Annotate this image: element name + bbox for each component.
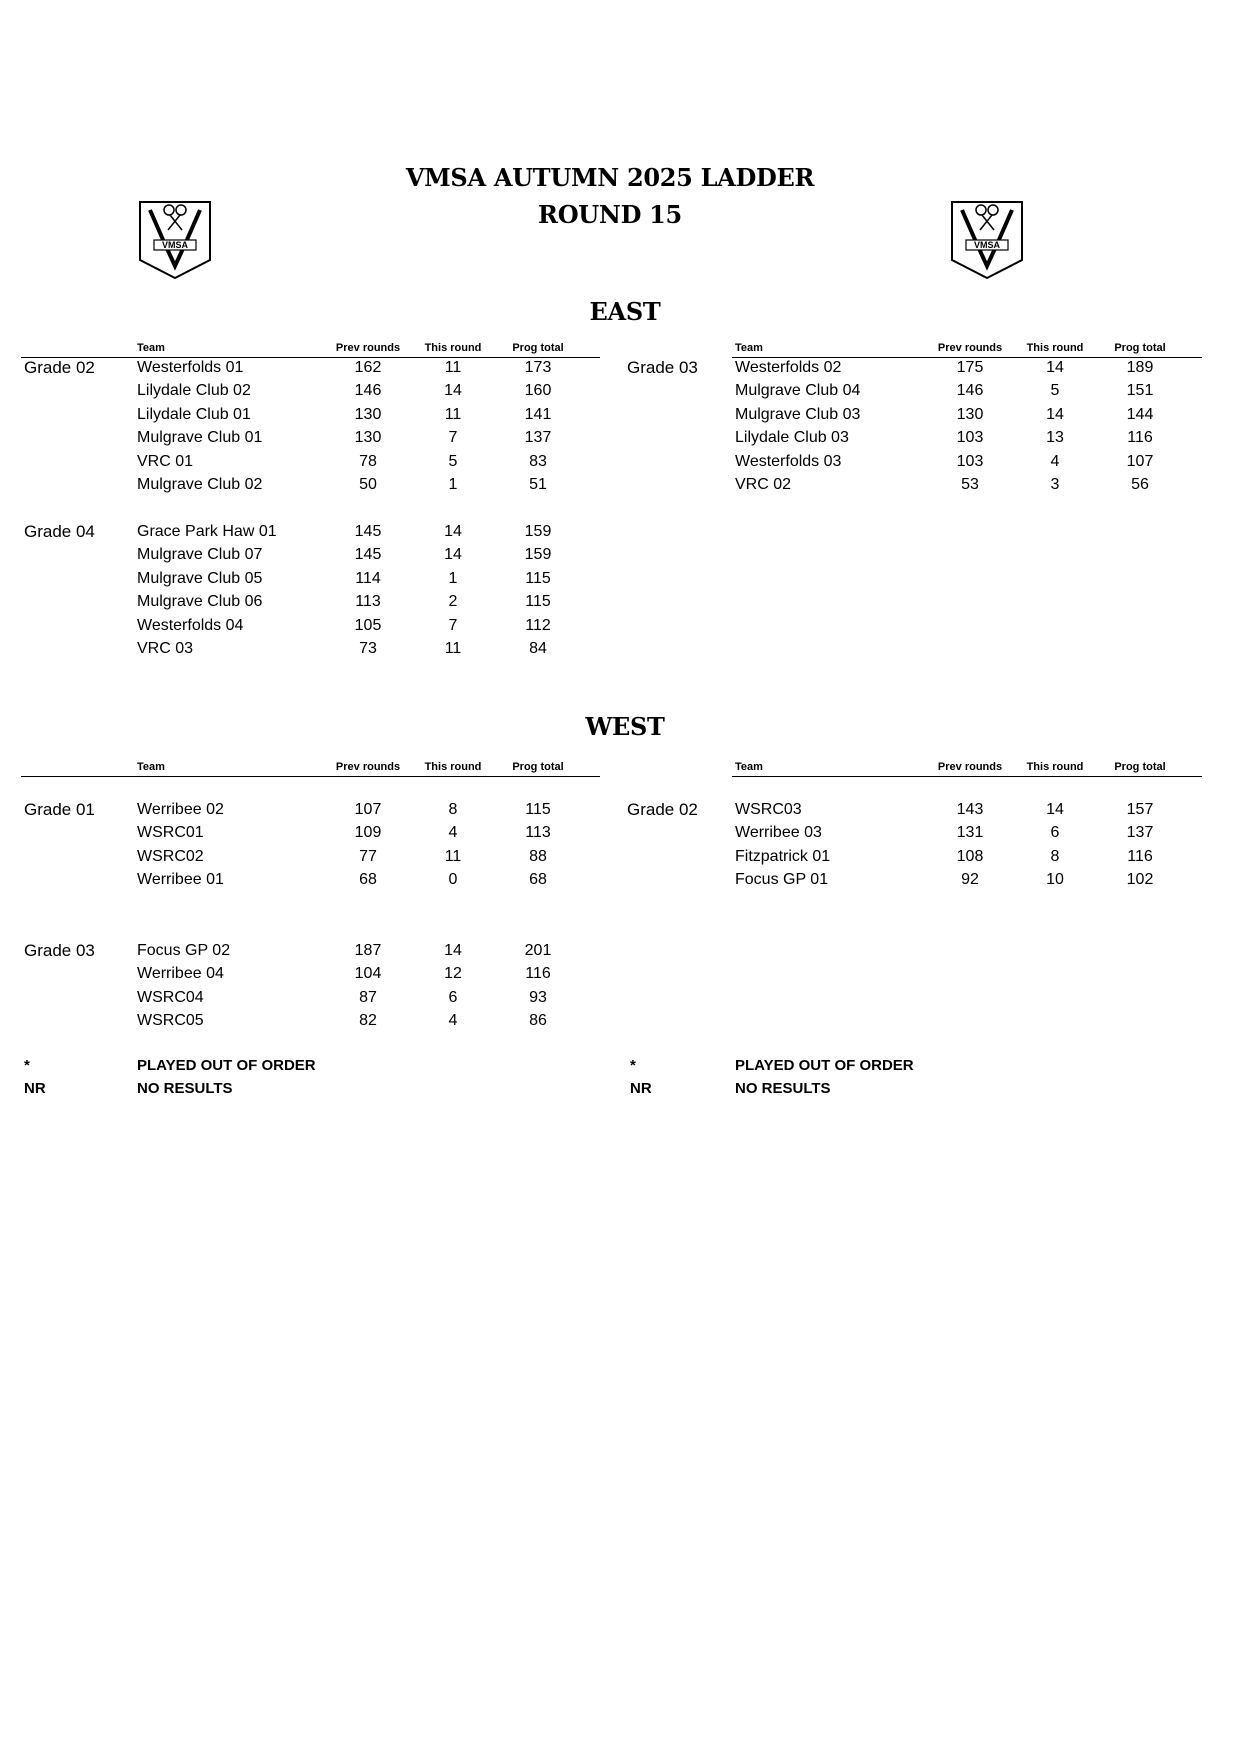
prev-rounds-value: 82 xyxy=(359,1012,377,1030)
logo-text: VMSA xyxy=(973,240,1001,250)
prog-total-value: 201 xyxy=(524,942,552,959)
this-round-value: 5 xyxy=(1050,382,1060,400)
prev-rounds-value: 107 xyxy=(354,801,382,818)
column-header-team: Team xyxy=(137,761,165,773)
prev-rounds-value: 145 xyxy=(354,523,382,540)
this-round-value: 8 xyxy=(1050,847,1060,865)
prev-rounds-value: 113 xyxy=(355,593,381,611)
prev-rounds-value: 68 xyxy=(359,871,377,889)
this-round-value: 5 xyxy=(448,452,458,470)
this-round-value: 4 xyxy=(448,824,458,842)
team-name: Mulgrave Club 07 xyxy=(137,546,263,564)
column-header-prev-rounds: Prev rounds xyxy=(335,342,401,354)
prog-total-value: 157 xyxy=(1126,801,1154,818)
prev-rounds-value: 175 xyxy=(956,359,984,376)
prog-total-value: 116 xyxy=(525,965,551,983)
prev-rounds-value: 145 xyxy=(354,546,382,564)
this-round-value: 2 xyxy=(448,593,458,611)
team-name: Focus GP 01 xyxy=(735,871,829,889)
prev-rounds-value: 187 xyxy=(354,942,382,959)
page-subtitle: ROUND 15 xyxy=(538,200,682,229)
team-name: Grace Park Haw 01 xyxy=(137,523,277,540)
prev-rounds-value: 143 xyxy=(956,801,984,818)
prev-rounds-value: 105 xyxy=(354,616,382,634)
prog-total-value: 115 xyxy=(525,593,551,611)
grade-label: Grade 01 xyxy=(24,800,95,819)
column-header-prog-total: Prog total xyxy=(512,761,564,773)
this-round-value: 6 xyxy=(1050,824,1060,842)
team-name: Mulgrave Club 06 xyxy=(137,593,263,611)
this-round-value: 1 xyxy=(448,476,458,493)
prog-total-value: 83 xyxy=(529,452,547,470)
prog-total-value: 137 xyxy=(524,429,552,447)
prev-rounds-value: 130 xyxy=(956,405,984,423)
prog-total-value: 113 xyxy=(525,824,551,842)
logo-text: VMSA xyxy=(161,240,189,250)
this-round-value: 0 xyxy=(448,871,458,889)
prev-rounds-value: 146 xyxy=(354,382,382,400)
legend-text: NO RESULTS xyxy=(735,1080,831,1098)
legend-symbol: NR xyxy=(630,1080,652,1098)
team-name: Lilydale Club 02 xyxy=(137,382,251,400)
header-rule xyxy=(732,776,1202,777)
this-round-value: 11 xyxy=(444,359,462,376)
team-name: Mulgrave Club 04 xyxy=(735,382,861,400)
prog-total-value: 137 xyxy=(1126,824,1154,842)
team-name: WSRC02 xyxy=(137,847,204,865)
grade-label: Grade 02 xyxy=(24,358,95,377)
prev-rounds-value: 53 xyxy=(961,476,979,493)
this-round-value: 14 xyxy=(444,382,462,400)
column-header-prev-rounds: Prev rounds xyxy=(937,761,1003,773)
team-name: Westerfolds 04 xyxy=(137,616,244,634)
prev-rounds-value: 103 xyxy=(956,429,984,447)
this-round-value: 4 xyxy=(448,1012,458,1030)
grade-label: Grade 02 xyxy=(627,800,698,819)
column-header-prog-total: Prog total xyxy=(512,342,564,354)
column-header-this-round: This round xyxy=(1026,342,1084,354)
team-name: Mulgrave Club 02 xyxy=(137,476,263,493)
column-header-team: Team xyxy=(735,761,763,773)
prev-rounds-value: 130 xyxy=(354,429,382,447)
this-round-value: 11 xyxy=(444,640,462,657)
prev-rounds-value: 131 xyxy=(956,824,984,842)
prev-rounds-value: 130 xyxy=(354,405,382,423)
this-round-value: 14 xyxy=(1046,359,1064,376)
prev-rounds-value: 104 xyxy=(354,965,382,983)
prog-total-value: 159 xyxy=(524,546,552,564)
prog-total-value: 84 xyxy=(529,640,547,657)
this-round-value: 13 xyxy=(1046,429,1064,447)
this-round-value: 14 xyxy=(1046,801,1064,818)
this-round-value: 7 xyxy=(448,429,458,447)
team-name: WSRC05 xyxy=(137,1012,204,1030)
this-round-value: 6 xyxy=(448,988,458,1006)
column-header-team: Team xyxy=(137,342,165,354)
team-name: Lilydale Club 01 xyxy=(137,405,251,423)
header-rule xyxy=(21,357,600,358)
grade-label: Grade 04 xyxy=(24,522,95,541)
this-round-value: 14 xyxy=(444,546,462,564)
column-header-this-round: This round xyxy=(424,761,482,773)
prog-total-value: 144 xyxy=(1126,405,1154,423)
team-name: Westerfolds 01 xyxy=(137,359,244,376)
page-title: VMSA AUTUMN 2025 LADDER xyxy=(405,163,815,192)
this-round-value: 14 xyxy=(444,942,462,959)
prog-total-value: 189 xyxy=(1126,359,1154,376)
team-name: WSRC01 xyxy=(137,824,204,842)
prog-total-value: 51 xyxy=(529,476,547,493)
vmsa-logo-left xyxy=(136,196,214,280)
team-name: Westerfolds 03 xyxy=(735,452,842,470)
prev-rounds-value: 78 xyxy=(359,452,377,470)
team-name: Mulgrave Club 01 xyxy=(137,429,263,447)
prev-rounds-value: 109 xyxy=(354,824,382,842)
this-round-value: 3 xyxy=(1050,476,1060,493)
column-header-prog-total: Prog total xyxy=(1114,342,1166,354)
this-round-value: 10 xyxy=(1046,871,1064,889)
this-round-value: 11 xyxy=(444,405,462,423)
section-title-east: EAST xyxy=(589,297,661,326)
team-name: WSRC04 xyxy=(137,988,204,1006)
column-header-prev-rounds: Prev rounds xyxy=(937,342,1003,354)
prog-total-value: 93 xyxy=(529,988,547,1006)
prev-rounds-value: 114 xyxy=(355,569,381,587)
team-name: Mulgrave Club 05 xyxy=(137,569,263,587)
prev-rounds-value: 103 xyxy=(956,452,984,470)
legend-symbol: * xyxy=(630,1057,636,1074)
prev-rounds-value: 108 xyxy=(956,847,984,865)
column-header-this-round: This round xyxy=(424,342,482,354)
prog-total-value: 151 xyxy=(1126,382,1154,400)
prog-total-value: 68 xyxy=(529,871,547,889)
column-header-prog-total: Prog total xyxy=(1114,761,1166,773)
prog-total-value: 112 xyxy=(525,616,551,634)
team-name: Westerfolds 02 xyxy=(735,359,842,376)
column-header-prev-rounds: Prev rounds xyxy=(335,761,401,773)
legend-text: NO RESULTS xyxy=(137,1080,233,1098)
team-name: WSRC03 xyxy=(735,801,802,818)
vmsa-logo-right xyxy=(948,196,1026,280)
header-rule xyxy=(21,776,600,777)
prev-rounds-value: 146 xyxy=(956,382,984,400)
this-round-value: 7 xyxy=(448,616,458,634)
prog-total-value: 141 xyxy=(524,405,552,423)
this-round-value: 14 xyxy=(444,523,462,540)
prog-total-value: 115 xyxy=(525,801,551,818)
team-name: VRC 03 xyxy=(137,640,194,657)
this-round-value: 14 xyxy=(1046,405,1064,423)
team-name: Lilydale Club 03 xyxy=(735,429,849,447)
prev-rounds-value: 77 xyxy=(359,847,377,865)
prog-total-value: 107 xyxy=(1126,452,1154,470)
prog-total-value: 160 xyxy=(524,382,552,400)
grade-label: Grade 03 xyxy=(627,358,698,377)
prog-total-value: 159 xyxy=(524,523,552,540)
prog-total-value: 116 xyxy=(1127,847,1153,865)
this-round-value: 1 xyxy=(448,569,458,587)
prev-rounds-value: 87 xyxy=(359,988,377,1006)
prog-total-value: 86 xyxy=(529,1012,547,1030)
team-name: Focus GP 02 xyxy=(137,942,231,959)
legend-text: PLAYED OUT OF ORDER xyxy=(735,1057,914,1074)
legend-symbol: NR xyxy=(24,1080,46,1098)
prev-rounds-value: 73 xyxy=(359,640,377,657)
team-name: Werribee 04 xyxy=(137,965,224,983)
team-name: Werribee 02 xyxy=(137,801,224,818)
header-rule xyxy=(732,357,1202,358)
team-name: Werribee 01 xyxy=(137,871,224,889)
this-round-value: 8 xyxy=(448,801,458,818)
prev-rounds-value: 162 xyxy=(354,359,382,376)
team-name: Werribee 03 xyxy=(735,824,822,842)
team-name: VRC 01 xyxy=(137,452,194,470)
this-round-value: 12 xyxy=(444,965,462,983)
prog-total-value: 88 xyxy=(529,847,547,865)
grade-label: Grade 03 xyxy=(24,941,95,960)
team-name: Fitzpatrick 01 xyxy=(735,847,831,865)
team-name: Mulgrave Club 03 xyxy=(735,405,861,423)
prev-rounds-value: 92 xyxy=(961,871,979,889)
prog-total-value: 173 xyxy=(524,359,552,376)
prev-rounds-value: 50 xyxy=(359,476,377,493)
this-round-value: 4 xyxy=(1050,452,1060,470)
prog-total-value: 102 xyxy=(1126,871,1154,889)
team-name: VRC 02 xyxy=(735,476,792,493)
prog-total-value: 115 xyxy=(525,569,551,587)
column-header-this-round: This round xyxy=(1026,761,1084,773)
legend-symbol: * xyxy=(24,1057,30,1074)
legend-text: PLAYED OUT OF ORDER xyxy=(137,1057,316,1074)
section-title-west: WEST xyxy=(585,712,665,741)
prog-total-value: 56 xyxy=(1131,476,1149,493)
column-header-team: Team xyxy=(735,342,763,354)
this-round-value: 11 xyxy=(444,847,462,865)
prog-total-value: 116 xyxy=(1127,429,1153,447)
